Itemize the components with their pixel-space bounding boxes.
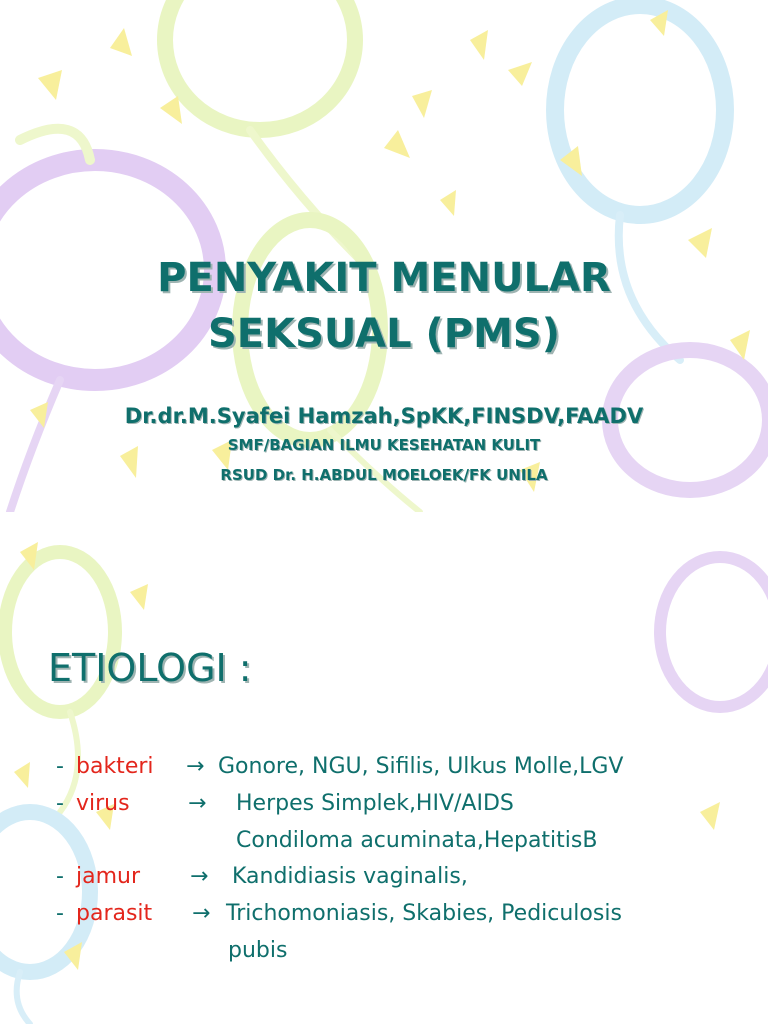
- arrow-icon: →: [186, 754, 205, 779]
- bullet-dash: -: [56, 754, 64, 779]
- presentation-title-line-1: PENYAKIT MENULAR: [157, 255, 611, 301]
- etiology-slide: [0, 512, 768, 1024]
- list-item-continuation: [0, 934, 768, 968]
- bullet-dash: -: [56, 901, 64, 926]
- item-text: Gonore, NGU, Sifilis, Ulkus Molle,LGV: [218, 754, 624, 779]
- affiliation-line-1: SMF/BAGIAN ILMU KESEHATAN KULIT: [227, 436, 541, 454]
- list-item: [0, 860, 768, 894]
- list-item: [0, 787, 768, 821]
- category-jamur: jamur: [76, 864, 141, 889]
- list-item-continuation: [0, 824, 768, 858]
- item-text-continuation: pubis: [228, 938, 288, 963]
- arrow-icon: →: [190, 864, 209, 889]
- list-item: [0, 750, 768, 784]
- arrow-icon: →: [188, 791, 207, 816]
- presentation-title-line-2: SEKSUAL (PMS): [207, 311, 561, 357]
- category-bakteri: bakteri: [76, 754, 154, 779]
- arrow-icon: →: [192, 901, 211, 926]
- item-text: Herpes Simplek,HIV/AIDS: [236, 791, 514, 816]
- category-virus: virus: [76, 791, 130, 816]
- bullet-dash: -: [56, 864, 64, 889]
- author-name: Dr.dr.M.Syafei Hamzah,SpKK,FINSDV,FAADV: [124, 404, 644, 428]
- item-text: Kandidiasis vaginalis,: [232, 864, 468, 889]
- bullet-dash: -: [56, 791, 64, 816]
- list-item: [0, 897, 768, 931]
- item-text-continuation: Condiloma acuminata,HepatitisB: [236, 828, 598, 853]
- item-text: Trichomoniasis, Skabies, Pediculosis: [226, 901, 622, 926]
- etiology-heading: ETIOLOGI :: [48, 646, 252, 690]
- affiliation-line-2: RSUD Dr. H.ABDUL MOELOEK/FK UNILA: [220, 466, 548, 484]
- category-parasit: parasit: [76, 901, 153, 926]
